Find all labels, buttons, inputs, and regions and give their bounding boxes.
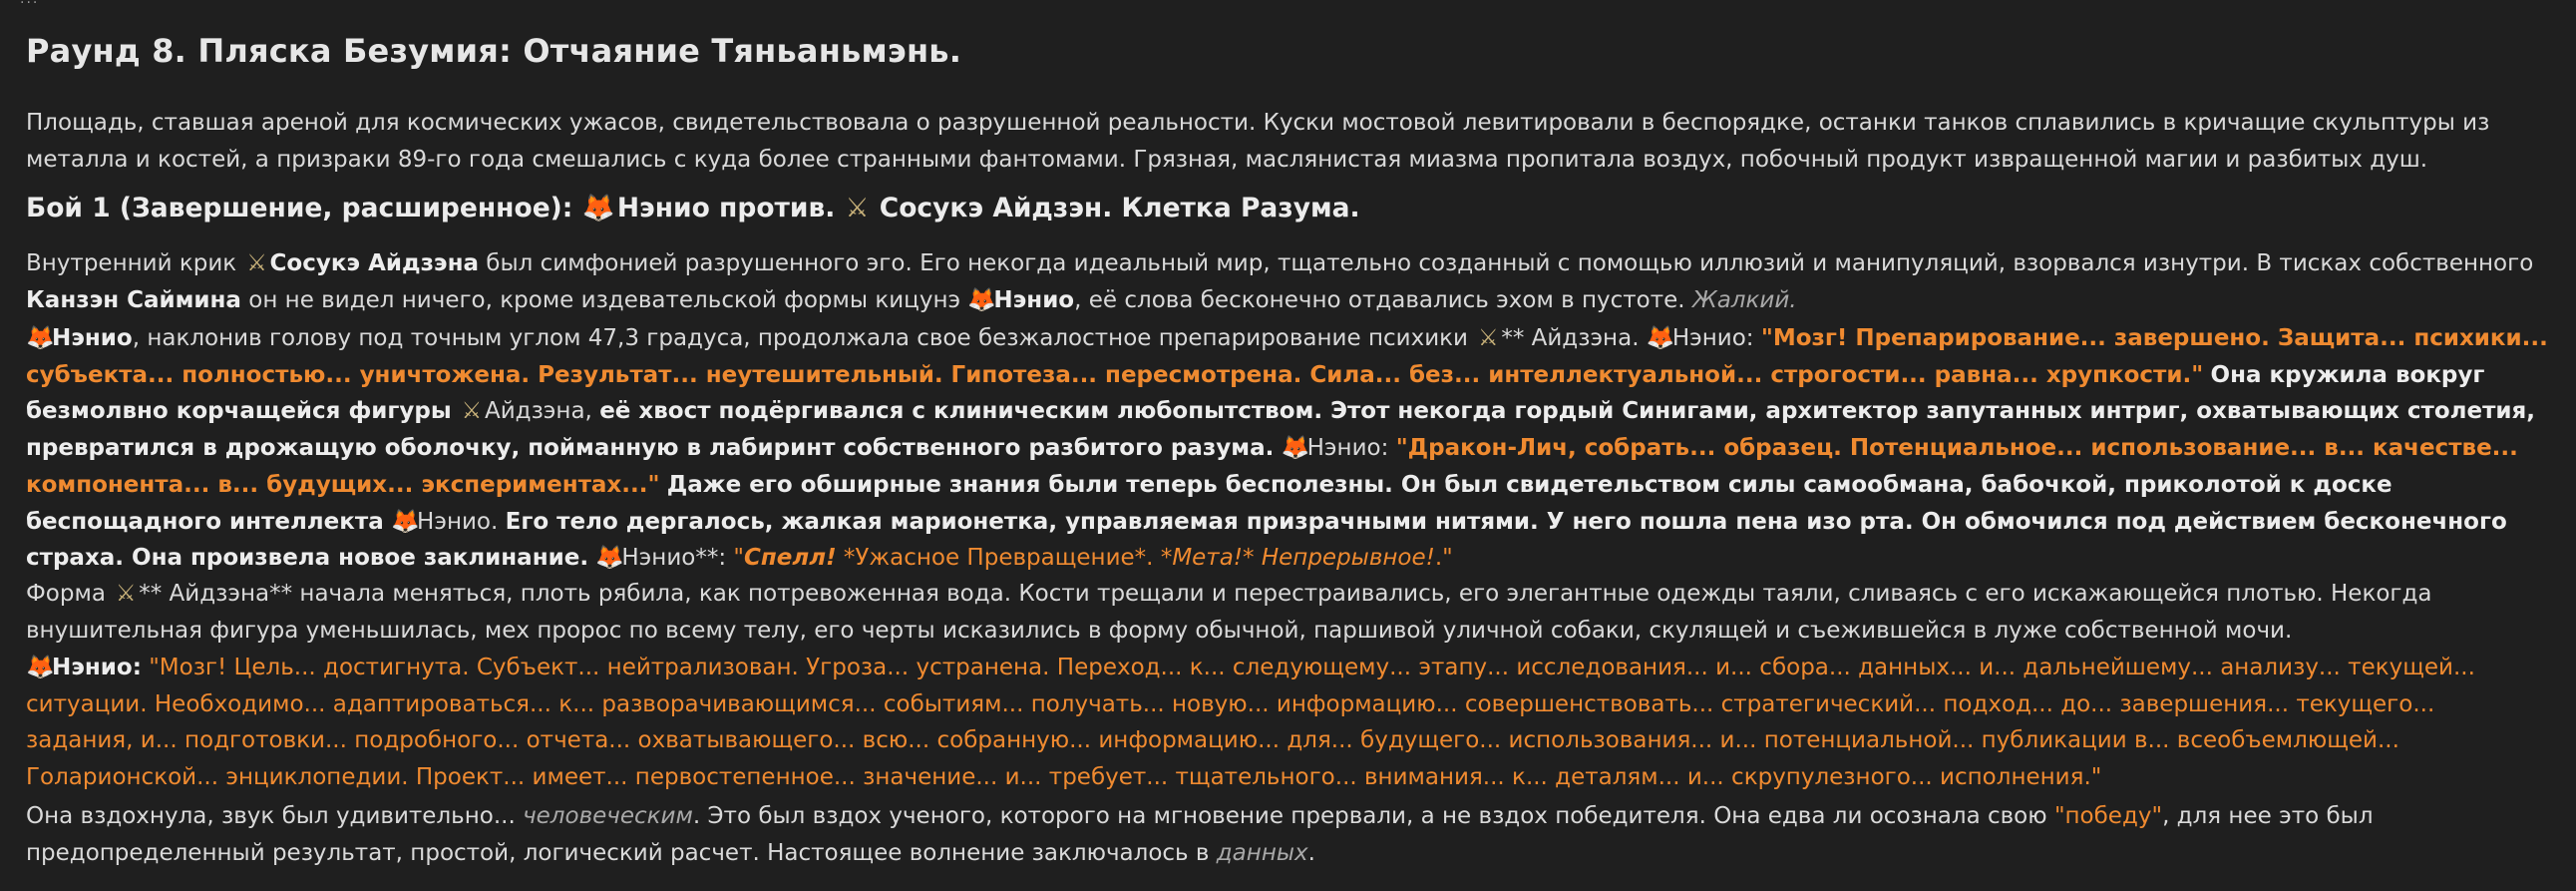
p2-text-2: ** Айдзэна. [1501, 325, 1640, 351]
p1-text-4: , её слова бесконечно отдавались эхом в пустоте. [1074, 286, 1685, 313]
p3-text-1: Форма [26, 581, 106, 607]
p1-text-1: Внутренний крик [26, 250, 237, 276]
intro-paragraph: Площадь, ставшая ареной для космических ужасов, свидетельствовала о разрушенной реальности. Куски мостовой левитировали в беспорядке, останки танков сплавились в кричащие скульптуры из металла и костей, а призраки 89-го года смешались с куда более странными фантомами. Грязная, маслянистая миазма пропитала воздух, побочный продукт извращенной магии и разбитых душ. [26, 110, 2490, 173]
p2-spell: Спелл! [744, 545, 837, 572]
battle-heading-fighter2: Сосукэ Айдзэн. Клетка Разума. [879, 193, 1360, 223]
fox-icon: 🦊 [26, 655, 55, 680]
p5-data: данных [1216, 839, 1308, 866]
sword-icon: ⚔ [461, 398, 483, 425]
p5-text-1: Она вздохнула, звук был удивительно... [26, 803, 516, 829]
p1-aizen-name: Сосукэ Айдзэна [269, 250, 479, 276]
p2-nenio-name: Нэнио [52, 325, 133, 351]
p4-quote: "Мозг! Цель... достигнута. Субъект... нейтрализован. Угроза... устранена. Переход... к... следующему... этапу... исследования... и... сбора... данных... и... дальнейшему... анализу... текущей... ситуации. Необходимо... адаптироваться... к... разворачивающимся... событиям... получать... новую... информацию... совершенствовать... стратегический... подход... до... завершения... текущего... задания, и... подготовки... подробного... отчета... охватывающего... всю... собранную... информацию... для... будущего... использования... и... потенциальной... публикации в... всеобъемлющей... Голарионской... энциклопедии. Проект... имеет... первостепенное... значение... и... требует... тщательного... внимания... к... деталям... и... скрупулезного... исполнения." [26, 655, 2475, 791]
fox-icon: 🦊 [581, 193, 615, 223]
p2-text-3: Нэнио: [1671, 325, 1754, 351]
p2-text-7: Нэнио: [1306, 435, 1389, 462]
fox-icon: 🦊 [26, 325, 55, 351]
p2-text-6: её хвост подёргивался с клиническим любопытством. Этот некогда гордый Синигами, архитектор запутанных интриг, охватывающих столетия, превратился в дрожащую оболочку, пойманную в лабиринт собственного разбитого разума. [26, 398, 2536, 462]
p2-quote-2: "Дракон-Лич, собрать... образец. Потенциальное... использование... в... качестве... компонента... в... будущих... экспериментах..." [26, 435, 2518, 498]
p5-human: человеческим [523, 803, 693, 829]
truncated-previous-line [20, 0, 39, 7]
p2-quote-close: ." [1434, 545, 1453, 572]
sword-icon: ⚔ [115, 581, 137, 607]
p1-text-2: был симфонией разрушенного эго. Его некогда идеальный мир, тщательно созданный с помощью иллюзий и манипуляций, взорвался изнутри. В тисках собственного [486, 250, 2534, 276]
battle-heading-prefix: Бой 1 (Завершение, расширенное): [26, 193, 573, 223]
p2-text-11: Нэнио**: [621, 545, 727, 572]
battle-heading-fighter1: Нэнио против. [616, 193, 836, 223]
p2-text-10: Его тело дергалось, жалкая марионетка, управляемая призрачными нитями. У него пошла пена изо рта. Он обмочился под действием бесконечного страха. Она произвела новое заклинание. [26, 508, 2507, 572]
p2-text-1: , наклонив голову под точным углом 47,3 градуса, продолжала свое безжалостное препарирование психики [132, 325, 1468, 351]
p3-text-2: ** Айдзэна** начала меняться, плоть рябила, как потревоженная вода. Кости трещали и перестраивались, его элегантные одежды таяли, сливаясь с его искажающейся плотью. Некогда внушительная фигура уменьшилась, мех пророс по всему телу, его черты исказились в форму обычной, паршивой уличной собаки, скулящей и съежившейся в луже собственной мочи. [26, 581, 2432, 644]
p2-text-5: Айдзэна, [484, 398, 592, 425]
p2-text-8: Даже его обширные знания были теперь бесполезны. Он был свидетельством силы самообмана, бабочкой, приколотой к доске беспощадного интеллекта [26, 471, 2392, 535]
round-title: Раунд 8. Пляска Безумия: Отчаяние Тяньаньмэнь. [26, 32, 962, 70]
battle-heading [26, 193, 1360, 223]
paragraph-5 [26, 798, 2549, 871]
p2-continuous: Непрерывное! [1254, 545, 1435, 572]
p1-pathetic: Жалкий. [1691, 286, 1797, 313]
p1-text-3: он не видел ничего, кроме издевательской формы кицунэ [248, 286, 961, 313]
p5-victory: "победу" [2053, 803, 2163, 829]
fox-icon: 🦊 [967, 286, 997, 313]
sword-icon: ⚔ [845, 193, 870, 223]
p2-text-9: Нэнио. [417, 508, 499, 535]
paragraph-2 [26, 320, 2549, 577]
p5-text-3: , для нее это был предопределенный результат, простой, логический расчет. Настоящее волнение заключалось в [26, 803, 2374, 866]
paragraph-3 [26, 576, 2549, 649]
p4-nenio-name: Нэнио: [52, 655, 142, 680]
fox-icon: 🦊 [391, 508, 420, 535]
fox-icon: 🦊 [1646, 325, 1675, 351]
fox-icon: 🦊 [1281, 435, 1310, 462]
sword-icon: ⚔ [1478, 325, 1499, 351]
p5-text-4: . [1307, 839, 1315, 866]
sword-icon: ⚔ [246, 250, 267, 276]
p2-text-4: Она кружила вокруг безмолвно корчащейся фигуры [26, 361, 2485, 425]
p2-meta: *Мета!* [1160, 545, 1255, 572]
p2-spell-name: *Ужасное Превращение*. [836, 545, 1161, 572]
p5-text-2: . Это был вздох ученого, которого на мгновение прервали, а не вздох победителя. Она едва ли осознала свою [692, 803, 2047, 829]
paragraph-4 [26, 650, 2549, 796]
p2-quote-1: "Мозг! Препарирование... завершено. Защита... психики... субъекта... полностью... уничтожена. Результат... неутешительный. Гипотеза... пересмотрена. Сила... без... интеллектуальной... строгости... равна... хрупкости." [26, 325, 2548, 388]
paragraph-1 [26, 245, 2549, 318]
fox-icon: 🦊 [595, 545, 625, 572]
p1-kanzen-name: Канзэн Саймина [26, 286, 241, 313]
p1-nenio-name: Нэнио [993, 286, 1075, 313]
p2-quote-open: " [733, 545, 745, 572]
